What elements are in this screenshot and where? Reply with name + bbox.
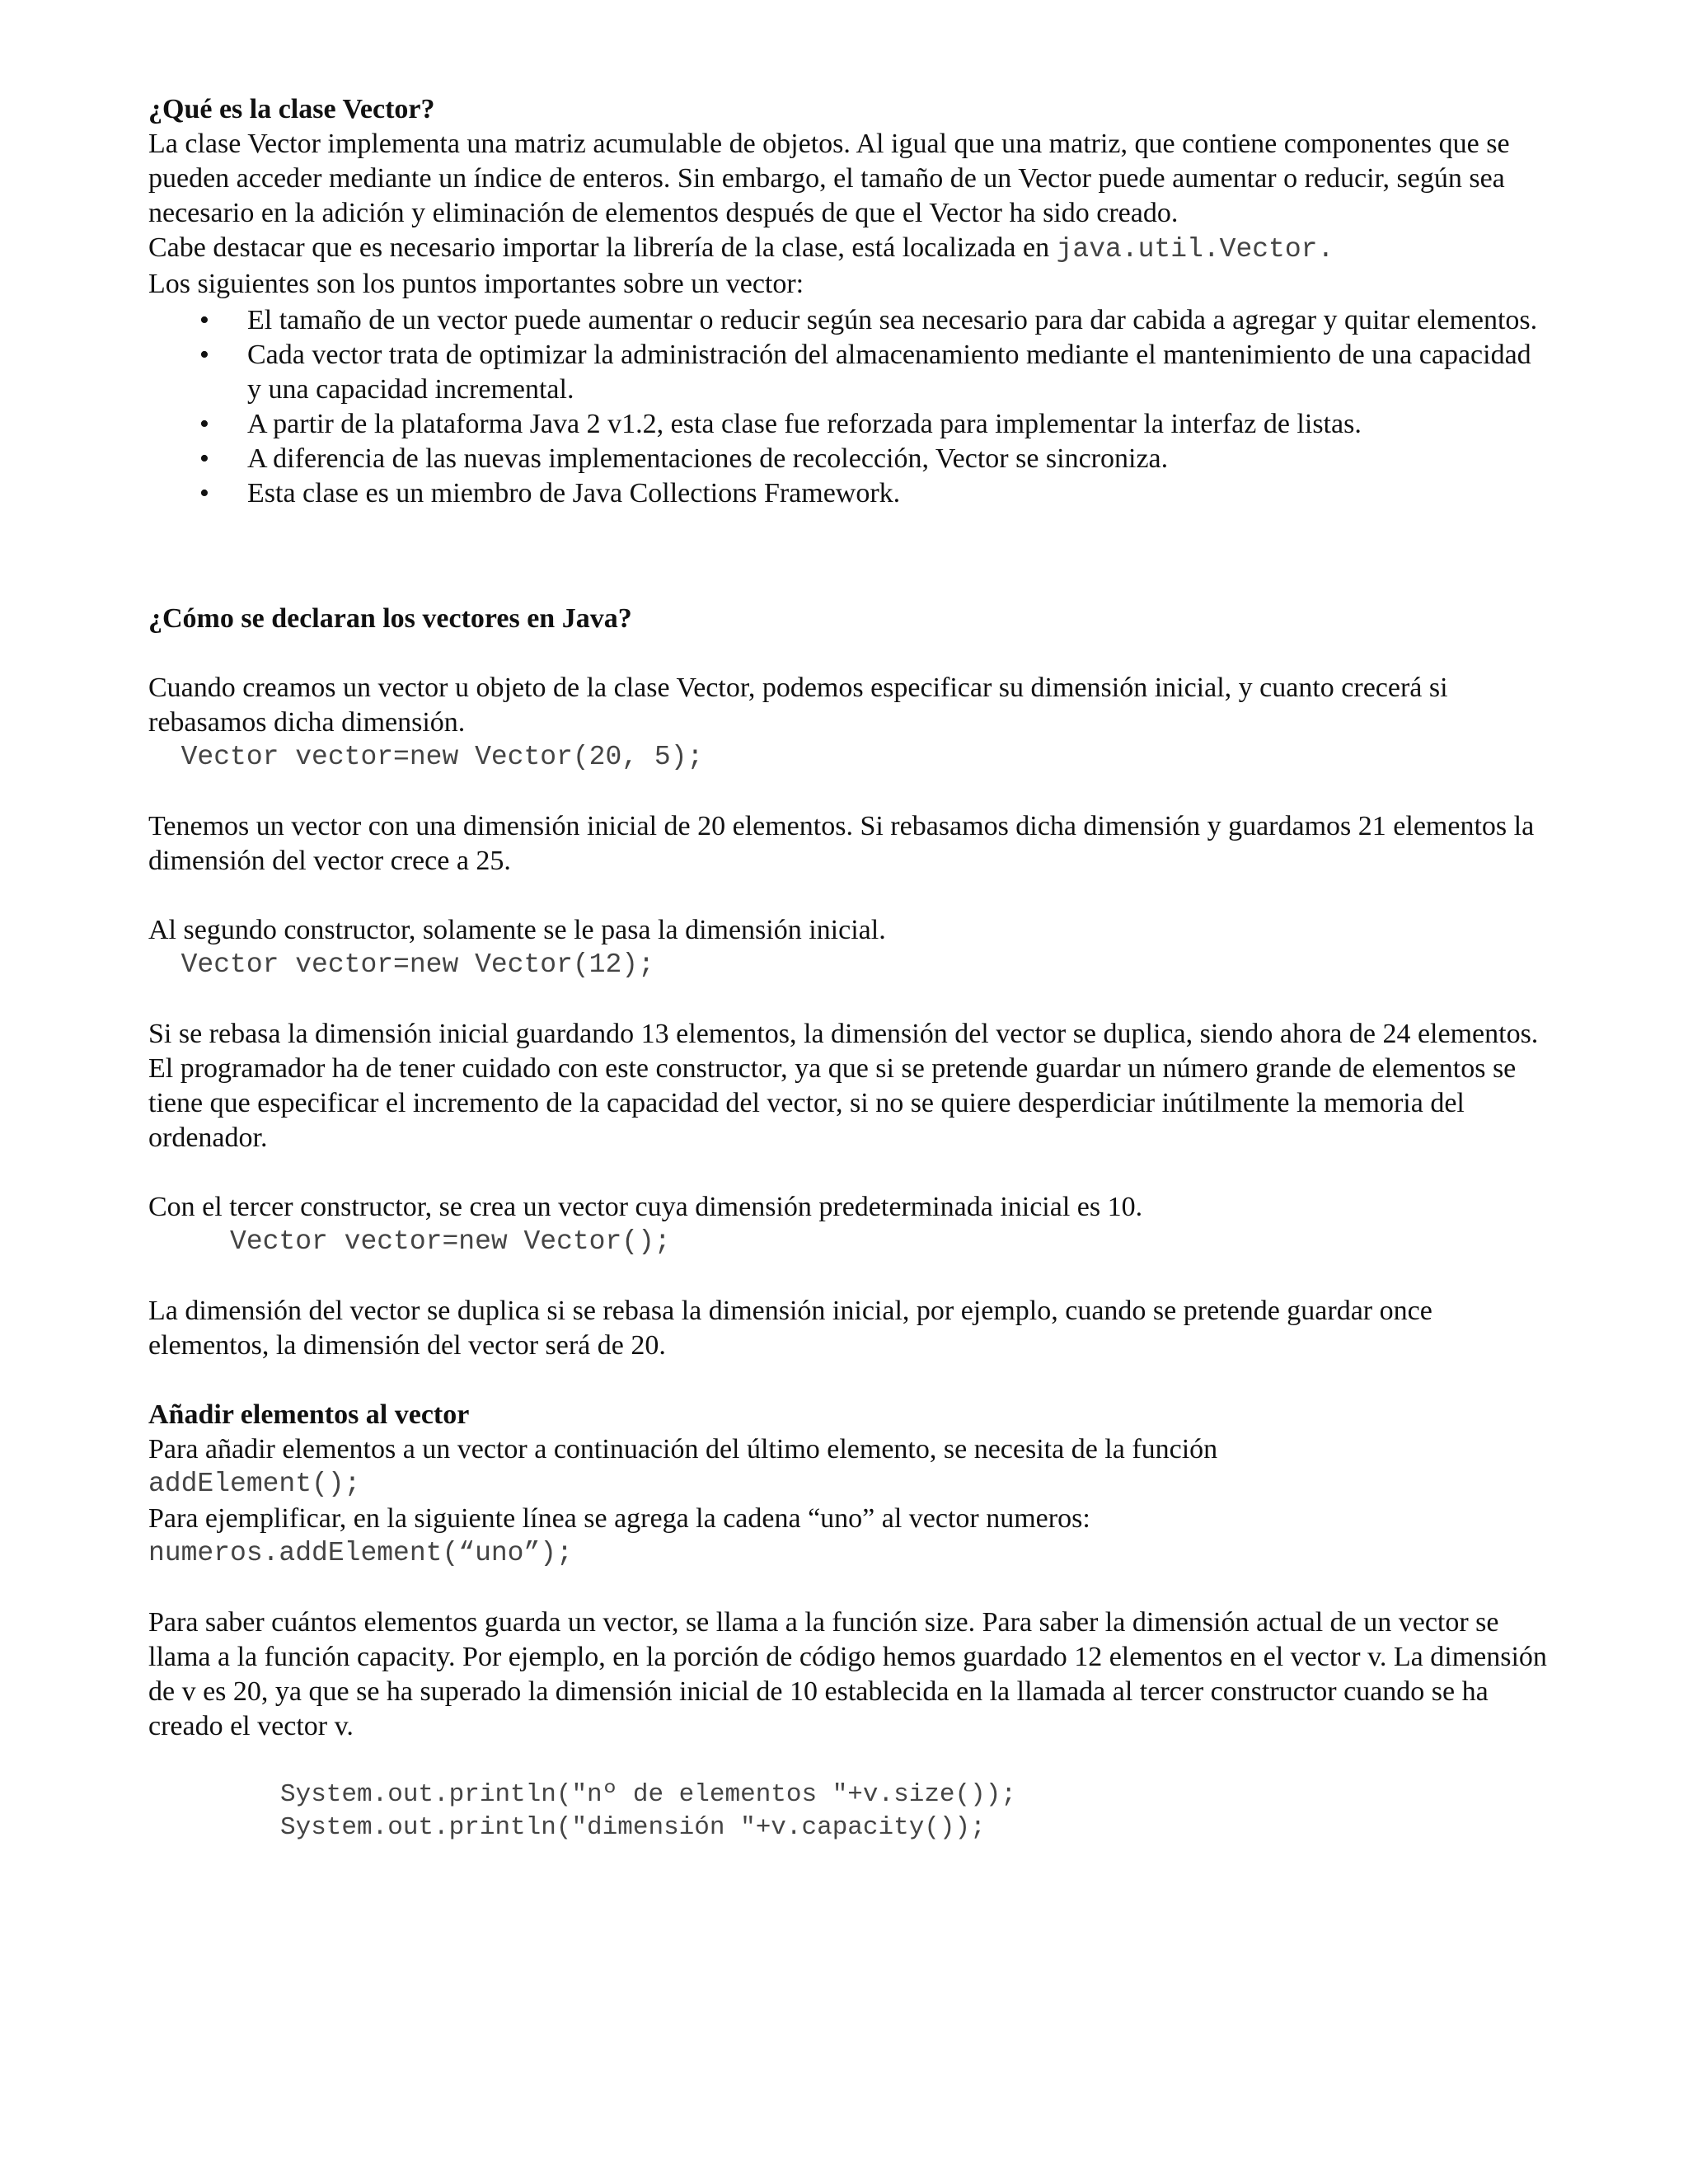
section-heading-declare-vectors: ¿Cómo se declaran los vectores en Java?	[148, 603, 632, 634]
import-note-text: Cabe destacar que es necesario importar la librería de la clase, está localizada en	[148, 232, 1057, 263]
code-snippet-add-element: addElement();	[148, 1469, 361, 1499]
paragraph-constructor-2-intro: Al segundo constructor, solamente se le pasa la dimensión inicial.	[148, 915, 886, 945]
paragraph-constructor-3-explain: La dimensión del vector se duplica si se rebasa la dimensión inicial, por ejemplo, cuando se pretende guardar once elementos, la dimensión del vector será de 20.	[148, 1296, 1432, 1361]
key-points-list	[148, 303, 1550, 511]
code-line: System.out.println("nº de elementos "+v.size());	[280, 1780, 1016, 1809]
code-block-size-capacity	[148, 1779, 1550, 1844]
list-item: • El tamaño de un vector puede aumentar o reducir según sea necesario para dar cabida a agregar y quitar elementos.	[148, 303, 1550, 338]
paragraph-vector-intro: La clase Vector implementa una matriz acumulable de objetos. Al igual que una matriz, que contiene componentes que se pueden acceder mediante un índice de enteros. Sin embargo, el tamaño de un Vector puede aumentar o reducir, según sea necesario en la adición y eliminación de elementos después de que el Vector ha sido creado.	[148, 129, 1510, 228]
paragraph-constructor-3-intro: Con el tercer constructor, se crea un vector cuya dimensión predeterminada inicial es 10.	[148, 1192, 1143, 1222]
paragraph-constructor-2-explain: Si se rebasa la dimensión inicial guardando 13 elementos, la dimensión del vector se duplica, siendo ahora de 24 elementos. El programador ha de tener cuidado con este constructor, ya que si se pretende guardar un número grande de elementos se tiene que especificar el incremento de la capacidad del vector, si no se quiere desperdiciar inútilmente la memoria del ordenador.	[148, 1019, 1539, 1153]
code-snippet-constructor-3: Vector vector=new Vector();	[148, 1226, 671, 1257]
code-line: System.out.println("dimensión "+v.capacity());	[280, 1813, 986, 1842]
section-heading-what-is-vector: ¿Qué es la clase Vector?	[148, 94, 435, 124]
code-snippet-constructor-1: Vector vector=new Vector(20, 5);	[148, 742, 704, 772]
list-item: • Esta clase es un miembro de Java Collections Framework.	[148, 476, 1550, 511]
paragraph-constructor-1-explain: Tenemos un vector con una dimensión inicial de 20 elementos. Si rebasamos dicha dimensión y guardamos 21 elementos la dimensión del vector crece a 25.	[148, 811, 1535, 876]
document-page	[148, 92, 1550, 1844]
import-note-code: java.util.Vector.	[1056, 234, 1334, 265]
code-snippet-constructor-2: Vector vector=new Vector(12);	[148, 949, 654, 980]
paragraph-size-capacity: Para saber cuántos elementos guarda un vector, se llama a la función size. Para saber la dimensión actual de un vector se llama a la función capacity. Por ejemplo, en la porción de código hemos guardado 12 elementos en el vector v. La dimensión de v es 20, ya que se ha superado la dimensión inicial de 10 establecida en la llamada al tercer constructor cuando se ha creado el vector v.	[148, 1607, 1547, 1741]
paragraph-import-note	[148, 231, 1550, 267]
paragraph-declare-intro: Cuando creamos un vector u objeto de la clase Vector, podemos especificar su dimensión inicial, y cuanto crecerá si rebasamos dicha dimensión.	[148, 673, 1448, 738]
list-item: • Cada vector trata de optimizar la administración del almacenamiento mediante el mantenimiento de una capacidad y una capacidad incremental.	[148, 338, 1550, 407]
paragraph-add-elements-intro: Para añadir elementos a un vector a continuación del último elemento, se necesita de la función	[148, 1434, 1218, 1465]
paragraph-key-points-intro: Los siguientes son los puntos importantes sobre un vector:	[148, 269, 804, 299]
paragraph-add-example: Para ejemplificar, en la siguiente línea se agrega la cadena “uno” al vector numeros:	[148, 1503, 1090, 1534]
code-snippet-add-uno: numeros.addElement(“uno”);	[148, 1538, 573, 1568]
list-item: • A partir de la plataforma Java 2 v1.2, esta clase fue reforzada para implementar la interfaz de listas.	[148, 407, 1550, 442]
list-item: • A diferencia de las nuevas implementaciones de recolección, Vector se sincroniza.	[148, 442, 1550, 476]
section-heading-add-elements: Añadir elementos al vector	[148, 1399, 470, 1430]
